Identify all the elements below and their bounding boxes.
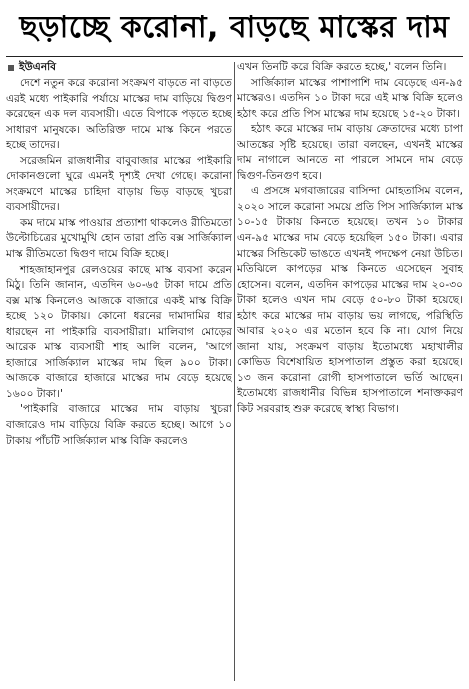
column-divider: [232, 60, 237, 685]
byline: [6, 60, 232, 76]
paragraph: এখন তিনটি করে বিক্রি করতে হচ্ছে,' বলেন তিনি।: [237, 61, 447, 73]
paragraph: দেশে নতুন করে করোনা সংক্রমণ বাড়তে না বাড়তে এরই মধ্যে পাইকারি পর্যায়ে মাস্কের দাম বাড়িয়ে দ্বিগুণ করেছেন এক দল ব্যবসায়ী। এতে বিপাকে পড়তে হচ্ছে সাধারণ মানুষকে। অতিরিক্ত দামে মাস্ক কিনে পরতে হচ্ছে তাদের।: [6, 77, 232, 152]
paragraph: হঠাৎ করে মাস্কের দাম বাড়ায় ক্রেতাদের মধ্যে চাপা আতঙ্কের সৃষ্টি হয়েছে। তারা বলছেন, এখনই মাস্কের দাম নাগালে আনতে না পারলে সামনে দাম বেড়ে দ্বিগুণ-তিনগুণ হবে।: [237, 123, 463, 182]
column-1: [6, 60, 232, 685]
square-bullet-icon: [8, 65, 14, 71]
paragraph: সার্জিক্যাল মাস্কের পাশাপাশি দাম বেড়েছে এন-৯৫ মাস্কেরও। এতদিন ১০ টাকা দরে এই মাস্ক বিক্রি হলেও হঠাৎ করে প্রতি পিস মাস্কের দাম হয়েছে ১৫-২০ টাকা।: [237, 76, 463, 120]
article-body: [6, 60, 463, 685]
paragraph: এ প্রসঙ্গে মগবাজারের বাসিন্দা মোহতাসিম বলেন, ২০২০ সালে করোনা সময়ে প্রতি পিস সার্জিক্যাল মাস্ক ১০-১৫ টাকায় কিনতে হয়েছে। তখন ১০ টাকার এন-৯৫ মাস্কের দাম বেড়ে হয়েছিল ১৫০ টাকা। এবার মাস্কের সিন্ডিকেট ভাঙতে এখনই পদক্ষেপ নেয়া উচিত। মতিঝিলে কাপড়ের মাস্ক কিনতে এসেছেন সুবাহ হোসেন। বলেন, এতদিন কাপড়ের মাস্কের দাম ২০-৩০ টাকা হলেও এখন দাম বেড়ে ৫০-৮০ টাকা হয়েছে। হঠাৎ করে মাস্কের দাম বাড়ায় ভয় লাগছে, পরিস্থিতি আবার ২০২০ এর মতোন হবে কি না। যোগ নিয়ে জানা যায়, সংক্রমণ বাড়ায় ইতোমধ্যে মহাখালীর কোভিড বিশেষায়িত হাসপাতাল প্রস্তুত করা হয়েছে। ১৩ জন করোনা রোগী হাসপাতালে ভর্তি আছেন। ইতোমধ্যে রাজধানীর বিভিন্ন হাসপাতালে শনাক্তকরণ কিট সরবরাহ শুরু করেছে স্বাস্থ্য বিভাগ।: [237, 185, 463, 416]
paragraph: 'পাইকারি বাজারে মাস্কের দাম বাড়ায় খুচরা বাজারেও দাম বাড়িয়ে বিক্রি করতে হচ্ছে। আগে ১০ টাকায় পাঁচটি সার্জিক্যাল মাস্ক বিক্রি করলেও: [6, 403, 232, 447]
paragraph: কম দামে মাস্ক পাওয়ার প্রত্যাশা থাকলেও রীতিমতো উল্টোচিত্রের মুখোমুখি হোন তারা প্রতি বক্স সার্জিক্যাল মাস্ক রীতিমতো দ্বিগুণ দামে বিক্রি হচ্ছে।: [6, 216, 232, 261]
column-2: [237, 60, 463, 685]
headline: ছড়াচ্ছে করোনা, বাড়ছে মাস্কের দাম: [19, 9, 450, 45]
headline-divider: [6, 56, 463, 57]
paragraph: শাহজাহানপুর রেলওয়ের কাছে মাস্ক ব্যবসা করেন মিঠু। তিনি জানান, এতদিন ৬০-৬৫ টাকা দামে প্রতি বক্স মাস্ক কিনলেও আজকে বাজারে একই মাস্ক বিক্রি হচ্ছে ১২০ টাকায়। কোনো ধরনের দামাদামির ধার ধারছেন না পাইকারি ব্যবসায়ীরা। মালিবাগ মোড়ের আরেক মাস্ক ব্যবসায়ী শাহ আলি বলেন, 'আগে হাজারে সার্জিক্যাল মাস্কের দাম ছিল ৯০০ টাকা। আজকে বাজারে হাজারে মাস্কের দাম বেড়ে হয়েছে ১৬০০ টাকা।': [6, 263, 232, 400]
paragraph: সরেজমিন রাজধানীর বাবুবাজার মাস্কের পাইকারি দোকানগুলো ঘুরে এমনই দৃশ্যই দেখা গেছে। করোনা সংক্রমণে মাস্কের চাহিদা বাড়ায় ভিড় বাড়ছে খুচরা ব্যবসায়ীদের।: [6, 154, 232, 214]
byline-text: ইউএনবি: [19, 61, 57, 74]
